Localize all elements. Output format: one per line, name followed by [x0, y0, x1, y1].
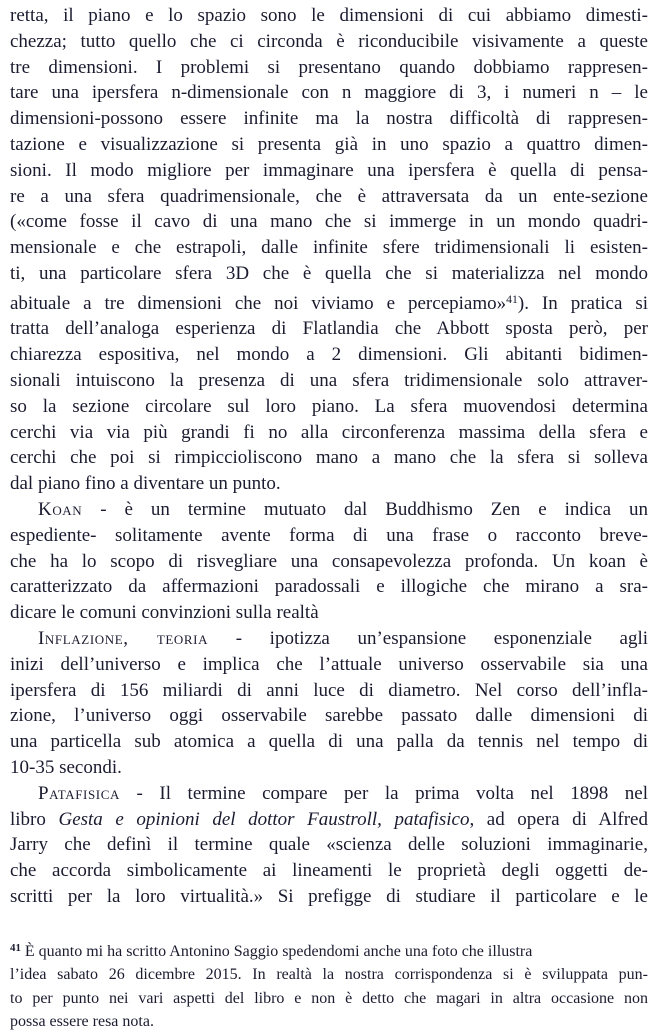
- text-segment: tre dimensioni. I problemi si presentano quando dobbiamo rappresen-: [10, 56, 648, 78]
- text-line: [10, 652, 648, 678]
- text-segment: re a una sfera quadrimensionale, che è attraversata da un ente-sezione: [10, 185, 648, 207]
- text-segment: retta, il piano e lo spazio sono le dimensioni di cui abbiamo dimesti-: [10, 5, 648, 26]
- footnote-reference: 41: [10, 941, 21, 954]
- text-segment: cerchi che poi si rimpiccioliscono mano a mano che la sfera si solleva: [10, 447, 648, 469]
- text-segment: Inflazione, teoria: [38, 628, 209, 649]
- text-segment: espediente- solitamente avente forma di una frase o racconto breve-: [10, 524, 648, 546]
- text-segment: tratta dell’analoga esperienza di Flatlandia che Abbott sposta però, per: [10, 318, 648, 340]
- text-segment: so la sezione circolare sul loro piano. La sfera muovendosi determina: [10, 395, 648, 417]
- text-line: [10, 832, 648, 858]
- text-segment: ipersfera di 156 miliardi di anni luce di diametro. Nel corso dell’infla-: [10, 679, 648, 701]
- text-line: [10, 678, 648, 704]
- footnote-reference: 41: [506, 292, 518, 306]
- text-line: [10, 574, 648, 600]
- text-line: [10, 549, 648, 575]
- text-segment: Koan: [38, 499, 83, 521]
- text-segment: sionali intuiscono la presenza di una sfera tridimensionale solo attraver-: [10, 370, 648, 392]
- footnote: [10, 937, 648, 1034]
- text-line: [10, 394, 648, 420]
- text-segment: una particella sub atomica a quella di una palla da tennis nel tempo di: [10, 731, 648, 753]
- text-line: [10, 235, 648, 261]
- text-segment: («come fosse il cavo di una mano che si immerge in un mondo quadri-: [10, 211, 648, 233]
- text-segment: scritti per la loro virtualità.» Si prefigge di studiare il particolare e le: [10, 885, 648, 907]
- text-segment: possa essere resa nota.: [10, 1013, 154, 1031]
- text-segment: chiarezza espositiva, nel mondo a 2 dimensioni. Gli abitanti bidimen-: [10, 344, 648, 366]
- text-segment: tare una ipersfera n-dimensionale con n maggiore di 3, i numeri n – le: [10, 82, 648, 104]
- text-line: [10, 29, 648, 55]
- text-segment: - Il termine compare per la prima volta nel 1898 nel: [119, 782, 648, 804]
- text-segment: 10-35 secondi.: [10, 756, 122, 778]
- text-segment: caratterizzato da affermazioni paradossali e illogiche che mirano a sra-: [10, 576, 648, 598]
- text-line: [10, 626, 648, 652]
- text-segment: - ipotizza un’espansione esponenziale agli: [208, 628, 648, 649]
- text-segment: sioni. Il modo migliore per immaginare una ipersfera è quella di pensa-: [10, 159, 648, 181]
- footnote-line: [10, 937, 648, 963]
- footnote-line: [10, 1010, 648, 1034]
- text-line: [10, 209, 648, 235]
- text-line: [10, 261, 648, 287]
- text-segment: È quanto mi ha scritto Antonino Saggio spedendomi anche una foto che illustra: [20, 942, 533, 960]
- text-line: [10, 316, 648, 342]
- text-segment: to per punto nei vari aspetti del libro e non è detto che magari in altra occasione non: [10, 989, 648, 1007]
- text-segment: Gesta e opinioni del dottor Faustroll, patafisico: [58, 808, 470, 830]
- text-segment: dimensioni-possono essere infinite ma la nostra difficoltà di rappresen-: [10, 108, 648, 130]
- text-segment: che accorda simbolicamente ai lineamenti le proprietà degli oggetti de-: [10, 860, 648, 882]
- text-segment: l’idea sabato 26 dicembre 2015. In realtà la nostra corrispondenza si è sviluppata pun-: [10, 966, 648, 984]
- text-line: [10, 368, 648, 394]
- text-segment: zione, l’universo oggi osservabile sarebbe passato dalle dimensioni di: [10, 705, 648, 727]
- text-line: [10, 858, 648, 884]
- text-segment: tazione e visualizzazione si presenta già in uno spazio a quattro dimen-: [10, 133, 648, 155]
- text-line: [10, 755, 648, 781]
- text-line: [10, 3, 648, 29]
- text-line: [10, 287, 648, 317]
- text-line: [10, 523, 648, 549]
- text-segment: chezza; tutto quello che ci circonda è riconducibile visivamente a queste: [10, 30, 648, 52]
- footnote-line: [10, 987, 648, 1011]
- text-line: [10, 420, 648, 446]
- text-segment: - è un termine mutuato dal Buddhismo Zen e indica un: [82, 499, 648, 521]
- text-line: [10, 80, 648, 106]
- text-line: [10, 132, 648, 158]
- text-line: [10, 55, 648, 81]
- text-line: [10, 600, 648, 626]
- text-segment: , ad opera di Alfred: [469, 808, 648, 830]
- text-line: [10, 184, 648, 210]
- text-segment: libro: [10, 808, 59, 830]
- text-segment: ). In pratica si: [517, 292, 649, 314]
- text-line: [10, 781, 648, 807]
- text-line: [10, 884, 648, 910]
- text-segment: ti, una particolare sfera 3D che è quella che si materializza nel mondo: [10, 262, 648, 284]
- text-segment: Patafisica: [38, 782, 120, 804]
- text-line: [10, 471, 648, 497]
- text-line: [10, 729, 648, 755]
- text-segment: cerchi via via più grandi fi no alla circonferenza massima della sfera e: [10, 421, 648, 443]
- footnote-line: [10, 963, 648, 987]
- text-segment: dicare le comuni convinzioni sulla realtà: [10, 602, 319, 624]
- text-line: [10, 703, 648, 729]
- text-line: [10, 158, 648, 184]
- main-text: [10, 3, 648, 910]
- text-segment: inizi dell’universo e implica che l’attuale universo osservabile sia una: [10, 653, 648, 675]
- text-line: [10, 807, 648, 833]
- text-line: [10, 106, 648, 132]
- text-segment: mensionale e che estrapoli, dalle infinite sfere tridimensionali li esisten-: [10, 237, 648, 259]
- text-segment: abituale a tre dimensioni che noi viviamo e percepiamo»: [10, 292, 507, 314]
- text-segment: che ha lo scopo di risvegliare una consapevolezza profonda. Un koan è: [10, 550, 648, 572]
- text-line: [10, 445, 648, 471]
- text-segment: dal piano fino a diventare un punto.: [10, 473, 281, 495]
- text-line: [10, 342, 648, 368]
- text-segment: Jarry che definì il termine quale «scienza delle soluzioni immaginarie,: [10, 834, 648, 856]
- text-line: [10, 497, 648, 523]
